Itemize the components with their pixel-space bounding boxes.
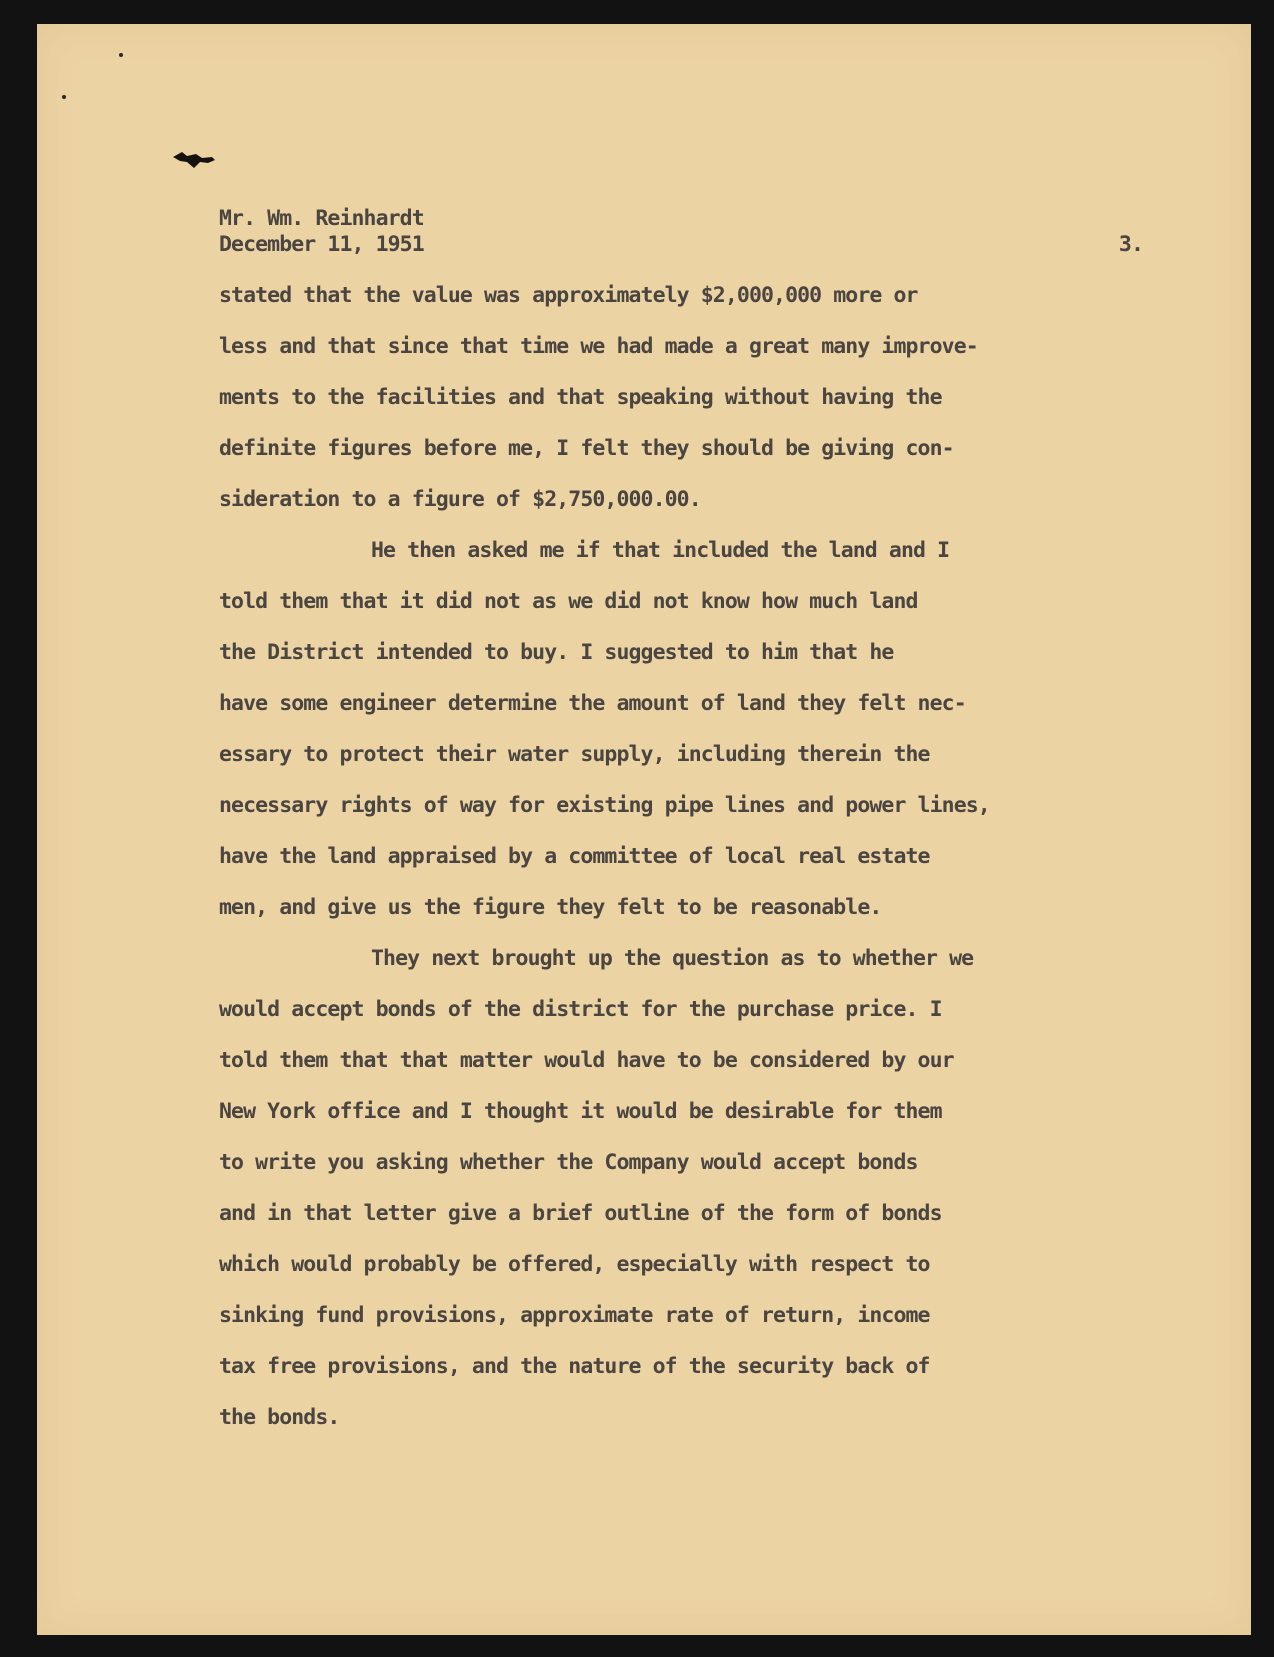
body-line: sinking fund provisions, approximate rate of return, income <box>219 1303 930 1328</box>
ink-speck <box>62 95 66 99</box>
recipient-name: Mr. Wm. Reinhardt <box>219 206 424 231</box>
body-line: stated that the value was approximately $2,000,000 more or <box>219 283 918 308</box>
body-line: sideration to a figure of $2,750,000.00. <box>219 487 701 512</box>
letter-header <box>219 206 424 258</box>
body-line: told them that that matter would have to be considered by our <box>219 1048 954 1073</box>
body-line: definite figures before me, I felt they should be giving con- <box>219 436 954 461</box>
ink-mark-icon <box>172 148 216 170</box>
body-line: tax free provisions, and the nature of the security back of <box>219 1354 930 1379</box>
body-line: less and that since that time we had made a great many improve- <box>219 334 978 359</box>
body-line: He then asked me if that included the land and I <box>371 538 950 563</box>
letter-date: December 11, 1951 <box>219 232 424 257</box>
body-line: told them that it did not as we did not know how much land <box>219 589 918 614</box>
body-line: to write you asking whether the Company would accept bonds <box>219 1150 918 1175</box>
body-line: have some engineer determine the amount of land they felt nec- <box>219 691 966 716</box>
body-line: the District intended to buy. I suggested to him that he <box>219 640 894 665</box>
body-line: the bonds. <box>219 1405 340 1430</box>
body-line: ments to the facilities and that speaking without having the <box>219 385 942 410</box>
body-line: They next brought up the question as to whether we <box>371 946 974 971</box>
letter-body <box>219 282 1199 1455</box>
body-line: would accept bonds of the district for the purchase price. I <box>219 997 942 1022</box>
body-line: essary to protect their water supply, including therein the <box>219 742 930 767</box>
page-number: 3. <box>1118 232 1143 257</box>
body-line: have the land appraised by a committee of local real estate <box>219 844 930 869</box>
ink-speck <box>119 53 123 57</box>
body-line: necessary rights of way for existing pipe lines and power lines, <box>219 793 990 818</box>
letter-page <box>37 24 1251 1635</box>
body-line: New York office and I thought it would be desirable for them <box>219 1099 942 1124</box>
body-line: men, and give us the figure they felt to be reasonable. <box>219 895 882 920</box>
body-line: which would probably be offered, especially with respect to <box>219 1252 930 1277</box>
body-line: and in that letter give a brief outline of the form of bonds <box>219 1201 942 1226</box>
